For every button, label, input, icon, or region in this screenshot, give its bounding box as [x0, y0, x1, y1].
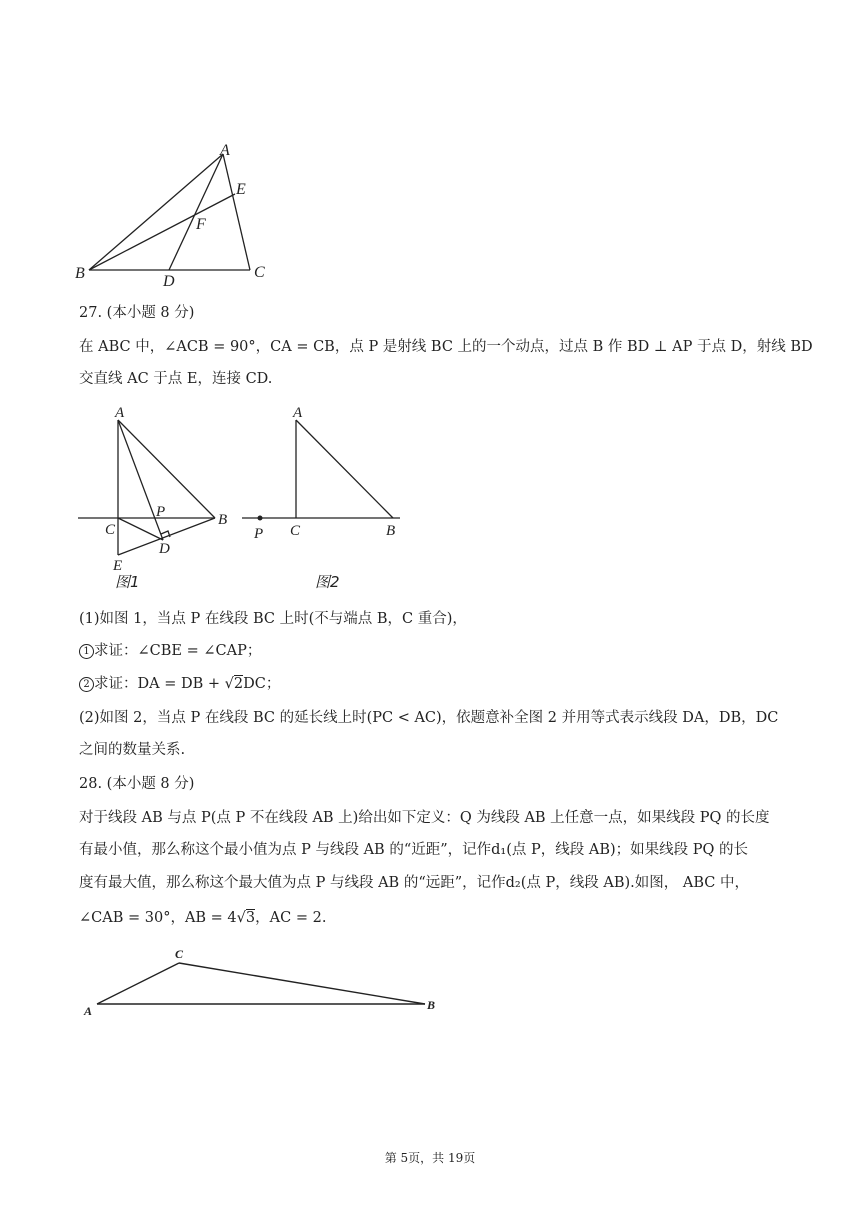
q28-line4-suffix: ，AC = 2.	[255, 910, 327, 926]
sqrt-sign: √	[236, 910, 246, 926]
sqrt-sign: √	[224, 676, 234, 692]
figure-triangle-abc-cevians	[70, 140, 290, 290]
q27-part2-line1: (2)如图 2，当点 P 在线段 BC 的延长线上时(PC < AC)，依题意补全图 2 并用等式表示线段 DA，DB，DC	[79, 710, 779, 726]
label-d: D	[163, 273, 175, 290]
figure-2	[235, 400, 415, 595]
circled-number-1: 1	[79, 644, 94, 659]
fig2-label-p: P	[254, 526, 264, 542]
fig1-label-d: D	[159, 541, 170, 557]
fig1-label-p: P	[156, 504, 166, 520]
q28-line1: 对于线段 AB 与点 P(点 P 不在线段 AB 上)给出如下定义：Q 为线段 AB 上任意一点，如果线段 PQ 的长度	[79, 810, 770, 826]
q28-line4-prefix: ∠CAB = 30°，AB = 4	[79, 910, 237, 926]
q28-label-b: B	[427, 998, 436, 1012]
q28-line2: 有最小值，那么称这个最小值为点 P 与线段 AB 的“近距”，记作d₁(点 P，线段 AB)；如果线段 PQ 的长	[79, 842, 749, 858]
q27-stem-line2: 交直线 AC 于点 E，连接 CD.	[79, 371, 273, 387]
q27-sub2-radicand: 2	[233, 676, 244, 692]
seg-ac	[223, 154, 250, 270]
q28-seg-ac	[97, 963, 179, 1004]
q27-part1: (1)如图 1，当点 P 在线段 BC 上时(不与端点 B，C 重合)，	[79, 611, 467, 627]
q27-sub2-suffix: DC；	[243, 676, 281, 692]
q28-line4-radicand: 3	[245, 910, 256, 926]
q28-seg-cb	[179, 963, 425, 1004]
q27-sub2-prefix: 求证：DA = DB +	[94, 676, 225, 692]
q27-header: 27. (本小题 8 分)	[79, 305, 195, 321]
fig1-label-c: C	[105, 522, 116, 538]
seg-ad	[169, 154, 223, 270]
q27-sub1	[79, 641, 261, 661]
q28-label-a: A	[84, 1004, 93, 1018]
seg-ab	[89, 154, 223, 270]
fig2-label-c: C	[290, 523, 301, 539]
figure-1	[75, 400, 245, 595]
label-e: E	[236, 181, 246, 198]
q28-header: 28. (本小题 8 分)	[79, 776, 195, 792]
fig2-label-b: B	[386, 523, 396, 539]
fig2-point-p	[258, 516, 263, 521]
fig2-label-a: A	[293, 405, 303, 421]
label-c: C	[254, 264, 265, 281]
q28-label-c: C	[175, 947, 184, 961]
q27-sub1-text: 求证：∠CBE = ∠CAP；	[94, 643, 262, 659]
q28-line3: 度有最大值，那么称这个最大值为点 P 与线段 AB 的“远距”，记作d₂(点 P，线段 AB).如图， ABC 中，	[79, 875, 749, 891]
page-footer: 第 5页，共 19页	[384, 1151, 476, 1165]
label-a: A	[220, 142, 230, 159]
q28-line4	[79, 908, 326, 928]
q27-sub2	[79, 674, 280, 694]
q27-part2-line2: 之间的数量关系.	[79, 742, 186, 758]
fig1-label-b: B	[218, 512, 228, 528]
fig2-caption: 图2	[315, 573, 340, 591]
label-f: F	[196, 216, 206, 233]
fig1-seg-ab	[118, 420, 215, 518]
seg-be	[89, 194, 235, 270]
label-b: B	[75, 265, 85, 282]
fig2-seg-ab	[296, 420, 393, 518]
fig1-caption: 图1	[115, 573, 140, 591]
circled-number-2: 2	[79, 677, 94, 692]
fig1-label-e: E	[113, 558, 123, 574]
fig1-label-a: A	[115, 405, 125, 421]
figure-q28-triangle	[75, 940, 455, 1025]
q27-stem-line1: 在 ABC 中，∠ACB = 90°，CA = CB，点 P 是射线 BC 上的一个动点，过点 B 作 BD ⊥ AP 于点 D，射线 BD	[79, 339, 813, 355]
